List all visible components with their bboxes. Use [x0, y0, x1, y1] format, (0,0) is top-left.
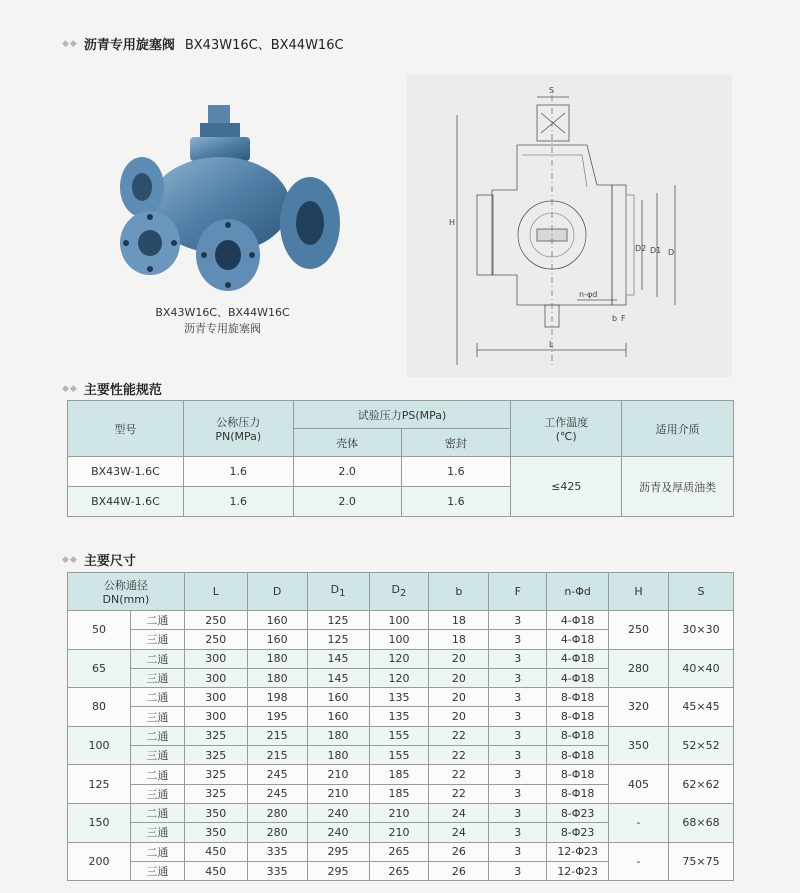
cell-l: 250: [184, 630, 247, 649]
cell-temperature: ≤425: [511, 457, 622, 517]
cell-medium: 沥青及厚质油类: [622, 457, 734, 517]
cell-s: 40×40: [668, 649, 733, 688]
cell-dn: 50: [68, 611, 131, 650]
cell-b: 26: [429, 842, 489, 861]
cell-ways: 三通: [130, 784, 184, 803]
table-row: [68, 842, 734, 861]
cell-f: 3: [489, 823, 547, 842]
cell-d2: 185: [369, 784, 429, 803]
cell-d1: 125: [307, 611, 369, 630]
cell-s: 68×68: [668, 803, 733, 842]
cell-d2: 135: [369, 688, 429, 707]
dim-label-b: b: [612, 314, 618, 323]
cell-f: 3: [489, 668, 547, 687]
cell-d1: 145: [307, 649, 369, 668]
cell-d: 245: [247, 784, 307, 803]
cell-f: 3: [489, 726, 547, 745]
technical-drawing: [407, 75, 732, 377]
cell-d1: 240: [307, 823, 369, 842]
cell-h: 405: [609, 765, 669, 804]
cell-nd: 4-Φ18: [547, 611, 609, 630]
cell-d1: 240: [307, 803, 369, 822]
cell-d2: 210: [369, 823, 429, 842]
header-pressure: 公称压力 PN(MPa): [183, 401, 293, 457]
dim-label-nd: n-φd: [579, 290, 598, 299]
dimension-table: [67, 572, 734, 881]
cell-nd: 12-Φ23: [547, 861, 609, 880]
cell-nd: 4-Φ18: [547, 630, 609, 649]
header-d: D: [247, 573, 307, 611]
cell-ways: 二通: [130, 726, 184, 745]
header-test-pressure: 试验压力PS(MPa): [293, 401, 511, 429]
header-dn: 公称通径 DN(mm): [68, 573, 185, 611]
table-row: [68, 765, 734, 784]
cell-nd: 8-Φ18: [547, 726, 609, 745]
cell-h: -: [609, 803, 669, 842]
cell-f: 3: [489, 784, 547, 803]
cell-nd: 8-Φ18: [547, 784, 609, 803]
cell-d2: 100: [369, 630, 429, 649]
dim-title: 主要尺寸: [83, 554, 136, 569]
cell-d1: 210: [307, 784, 369, 803]
dim-label-d2: D2: [635, 244, 647, 253]
cell-ways: 三通: [130, 630, 184, 649]
cell-d: 180: [247, 668, 307, 687]
cell-ways: 二通: [130, 765, 184, 784]
cell-l: 350: [184, 823, 247, 842]
cell-s: 45×45: [668, 688, 733, 727]
cell-h: 250: [609, 611, 669, 650]
cell-d2: 155: [369, 746, 429, 765]
page-title: [62, 34, 344, 53]
table-row: [68, 726, 734, 745]
cell-seal: 1.6: [401, 457, 511, 487]
valve-section-diagram: [407, 75, 732, 377]
photo-caption: [100, 305, 345, 337]
cell-d: 180: [247, 649, 307, 668]
cell-pn: 1.6: [183, 487, 293, 517]
cell-b: 18: [429, 611, 489, 630]
cell-f: 3: [489, 765, 547, 784]
cell-d2: 100: [369, 611, 429, 630]
cell-d: 245: [247, 765, 307, 784]
header-f: F: [489, 573, 547, 611]
cell-dn: 125: [68, 765, 131, 804]
cell-h: -: [609, 842, 669, 881]
cell-b: 20: [429, 707, 489, 726]
cell-d: 335: [247, 861, 307, 880]
cell-dn: 80: [68, 688, 131, 727]
cell-d: 160: [247, 611, 307, 630]
cell-ways: 二通: [130, 842, 184, 861]
cell-d1: 180: [307, 746, 369, 765]
cell-l: 325: [184, 746, 247, 765]
cell-s: 30×30: [668, 611, 733, 650]
cell-model: BX43W-1.6C: [68, 457, 184, 487]
cell-f: 3: [489, 842, 547, 861]
dim-label-s: S: [549, 86, 555, 95]
dim-label-d1: D1: [650, 246, 662, 255]
diamond-bullet-icon: ◆◆: [62, 554, 78, 565]
header-temperature: 工作温度 (℃): [511, 401, 622, 457]
header-b: b: [429, 573, 489, 611]
dim-section-title: [62, 550, 136, 569]
cell-s: 75×75: [668, 842, 733, 881]
cell-nd: 8-Φ18: [547, 746, 609, 765]
cell-d: 280: [247, 823, 307, 842]
cell-b: 22: [429, 726, 489, 745]
cell-f: 3: [489, 707, 547, 726]
cell-ways: 三通: [130, 746, 184, 765]
cell-ways: 二通: [130, 688, 184, 707]
cell-d: 160: [247, 630, 307, 649]
cell-l: 350: [184, 803, 247, 822]
cell-d2: 265: [369, 842, 429, 861]
caption-models: BX43W16C、BX44W16C: [155, 306, 290, 319]
cell-f: 3: [489, 746, 547, 765]
header-h: H: [609, 573, 669, 611]
header-s: S: [668, 573, 733, 611]
cell-f: 3: [489, 611, 547, 630]
cell-ways: 二通: [130, 611, 184, 630]
cell-dn: 150: [68, 803, 131, 842]
dim-label-d: D: [668, 248, 675, 257]
cell-b: 24: [429, 823, 489, 842]
cell-shell: 2.0: [293, 487, 401, 517]
cell-l: 300: [184, 688, 247, 707]
spec-table: [67, 400, 734, 517]
cell-d1: 145: [307, 668, 369, 687]
cell-b: 18: [429, 630, 489, 649]
cell-b: 26: [429, 861, 489, 880]
cell-h: 320: [609, 688, 669, 727]
cell-ways: 三通: [130, 861, 184, 880]
cell-s: 62×62: [668, 765, 733, 804]
cell-d2: 135: [369, 707, 429, 726]
cell-nd: 8-Φ18: [547, 765, 609, 784]
header-d2: $D_2$: [369, 573, 429, 611]
cell-d: 335: [247, 842, 307, 861]
table-row: [68, 611, 734, 630]
cell-d1: 125: [307, 630, 369, 649]
header-shell: 壳体: [293, 429, 401, 457]
cell-nd: 8-Φ18: [547, 688, 609, 707]
table-row: [68, 649, 734, 668]
cell-l: 450: [184, 861, 247, 880]
cell-d1: 295: [307, 861, 369, 880]
cell-d1: 180: [307, 726, 369, 745]
spec-title: 主要性能规范: [83, 383, 162, 398]
dim-label-h: H: [449, 218, 456, 227]
cell-dn: 65: [68, 649, 131, 688]
header-nd: n-Φd: [547, 573, 609, 611]
dim-label-l: L: [549, 340, 554, 349]
cell-f: 3: [489, 688, 547, 707]
cell-b: 20: [429, 649, 489, 668]
cell-b: 24: [429, 803, 489, 822]
spec-section-title: [62, 379, 162, 398]
header-d1: $D_1$: [307, 573, 369, 611]
cell-nd: 4-Φ18: [547, 668, 609, 687]
table-row: [68, 688, 734, 707]
cell-seal: 1.6: [401, 487, 511, 517]
cell-d: 198: [247, 688, 307, 707]
cell-l: 300: [184, 707, 247, 726]
cell-pn: 1.6: [183, 457, 293, 487]
cell-l: 250: [184, 611, 247, 630]
cell-ways: 二通: [130, 803, 184, 822]
cell-d1: 160: [307, 688, 369, 707]
cell-model: BX44W-1.6C: [68, 487, 184, 517]
cell-d: 195: [247, 707, 307, 726]
cell-ways: 二通: [130, 649, 184, 668]
table-row: [68, 457, 734, 487]
cell-ways: 三通: [130, 707, 184, 726]
cell-l: 325: [184, 765, 247, 784]
cell-nd: 8-Φ18: [547, 707, 609, 726]
cell-f: 3: [489, 803, 547, 822]
cell-ways: 三通: [130, 668, 184, 687]
diamond-bullet-icon: ◆◆: [62, 38, 78, 49]
header-medium: 适用介质: [622, 401, 734, 457]
cell-d2: 210: [369, 803, 429, 822]
cell-d2: 120: [369, 649, 429, 668]
cell-s: 52×52: [668, 726, 733, 765]
cell-l: 325: [184, 726, 247, 745]
cell-d: 215: [247, 746, 307, 765]
cell-d: 215: [247, 726, 307, 745]
product-models: BX43W16C、BX44W16C: [184, 38, 344, 53]
cell-nd: 4-Φ18: [547, 649, 609, 668]
cell-nd: 12-Φ23: [547, 842, 609, 861]
cell-ways: 三通: [130, 823, 184, 842]
dim-label-f: F: [621, 314, 626, 323]
cell-f: 3: [489, 630, 547, 649]
cell-d1: 295: [307, 842, 369, 861]
cell-d: 280: [247, 803, 307, 822]
cell-h: 280: [609, 649, 669, 688]
table-row: [68, 803, 734, 822]
header-l: L: [184, 573, 247, 611]
cell-d2: 265: [369, 861, 429, 880]
cell-d2: 120: [369, 668, 429, 687]
cell-l: 450: [184, 842, 247, 861]
cell-d1: 160: [307, 707, 369, 726]
diamond-bullet-icon: ◆◆: [62, 383, 78, 394]
caption-name: 沥青专用旋塞阀: [184, 322, 261, 335]
cell-nd: 8-Φ23: [547, 803, 609, 822]
product-title: 沥青专用旋塞阀: [83, 38, 175, 53]
valve-photo-graphic: [100, 95, 345, 305]
cell-d1: 210: [307, 765, 369, 784]
cell-l: 325: [184, 784, 247, 803]
cell-b: 22: [429, 765, 489, 784]
cell-dn: 100: [68, 726, 131, 765]
cell-b: 20: [429, 688, 489, 707]
cell-b: 22: [429, 746, 489, 765]
cell-b: 22: [429, 784, 489, 803]
valve-photo: [100, 95, 345, 305]
cell-f: 3: [489, 649, 547, 668]
cell-l: 300: [184, 668, 247, 687]
cell-l: 300: [184, 649, 247, 668]
header-seal: 密封: [401, 429, 511, 457]
cell-shell: 2.0: [293, 457, 401, 487]
cell-nd: 8-Φ23: [547, 823, 609, 842]
cell-f: 3: [489, 861, 547, 880]
header-model: 型号: [68, 401, 184, 457]
cell-d2: 185: [369, 765, 429, 784]
cell-h: 350: [609, 726, 669, 765]
cell-b: 20: [429, 668, 489, 687]
cell-dn: 200: [68, 842, 131, 881]
cell-d2: 155: [369, 726, 429, 745]
